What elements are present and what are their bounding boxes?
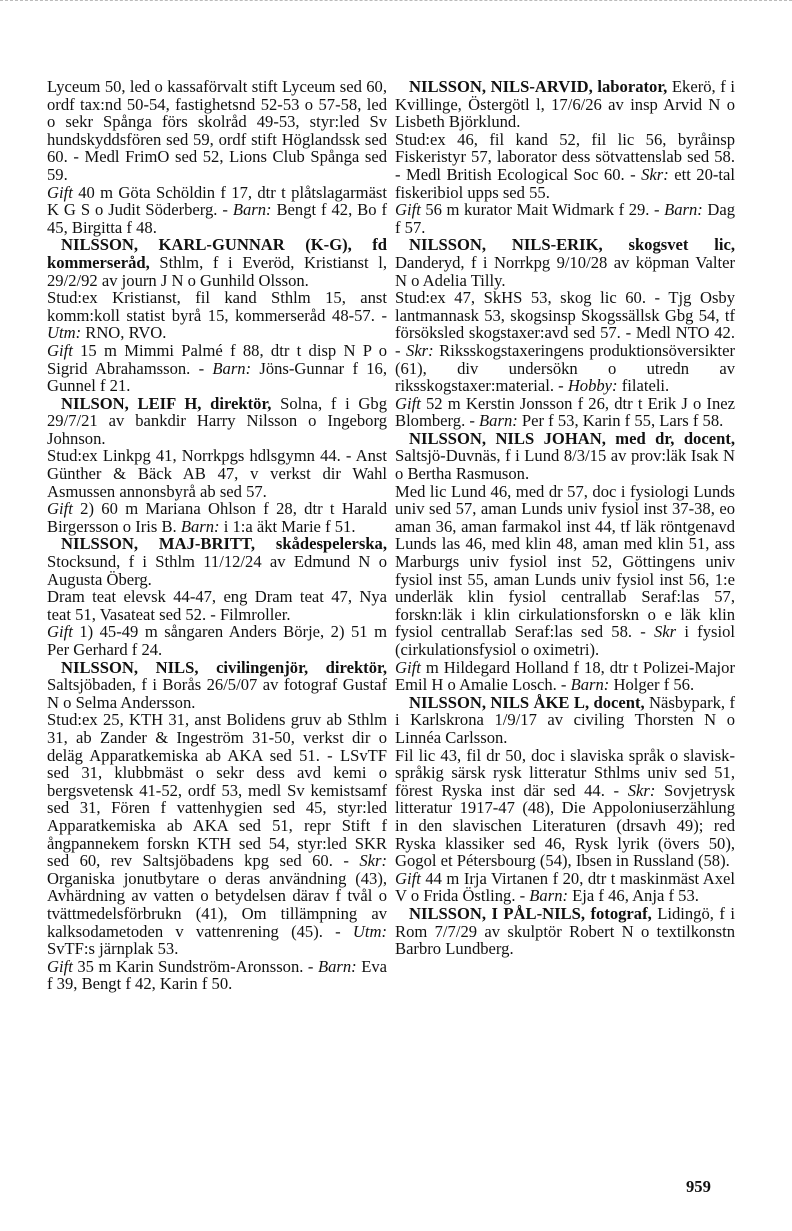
entry-text: Stud:ex Linkpg 41, Norrkpgs hdlsgymn 44. - Anst Günther & Bäck AB 47, v verkst dir Wahl Asmussen annonsbyrå ab sed 57.: [47, 446, 387, 501]
biography-entry: [395, 78, 735, 236]
entry-heading-paragraph: [47, 236, 387, 289]
entry-paragraph: [47, 623, 387, 658]
entry-text: Riksskogstaxeringens produktionsöversikter (61), div undersökn o utredn av riksskogstaxer:material. -: [395, 340, 735, 396]
entry-paragraph: [395, 289, 735, 395]
entry-text: Jöns-Gunnar f 16, Gunnel f 21.: [47, 358, 387, 396]
entry-heading-paragraph: [395, 78, 735, 131]
entry-paragraph: [395, 131, 735, 201]
entry-paragraph: [47, 289, 387, 342]
biography-entry: [47, 535, 387, 658]
entry-text: Per f 53, Karin f 55, Lars f 58.: [517, 411, 724, 431]
entry-label: Skr:: [641, 164, 669, 184]
biography-entry: [47, 236, 387, 394]
entry-label: Barn:: [664, 200, 703, 220]
entry-text: Sthlm, f i Everöd, Kristianst l, 29/2/92 av journ J N o Gunhild Olsson.: [47, 252, 387, 290]
entry-name-title: NILSSON, NILS JOHAN, med dr, docent,: [409, 428, 735, 448]
entry-text: 35 m Karin Sundström-Aronsson. -: [72, 956, 318, 976]
entry-text: Lyceum 50, led o kassaförvalt stift Lyceum sed 60, ordf tax:nd 50-54, fastighetsnd 52-53 o 57-58, led o sekr Spånga förs skolråd 49-53, styr:led Sv hundskyddsfören sed 59, ordf stift Höglandssk sed 60. - Medl FrimO sed 52, Lions Club Spånga sed 59.: [47, 77, 387, 184]
entry-heading-paragraph: [47, 395, 387, 448]
entry-text: 44 m Irja Virtanen f 20, dtr t maskinmäst Axel V o Frida Östling. -: [395, 868, 735, 906]
biography-entry: [395, 430, 735, 694]
entry-text: ett 20-tal fiskeribiol upps sed 55.: [395, 164, 735, 202]
entry-text: Dram teat elevsk 44-47, eng Dram teat 47, Nya teat 51, Vasateat sed 52. - Filmroller.: [47, 587, 387, 624]
entry-text: Saltsjöbaden, f i Borås 26/5/07 av fotograf Gustaf N o Selma Andersson.: [47, 675, 387, 712]
entry-text: Ekerö, f i Kvillinge, Östergötl l, 17/6/26 av insp Arvid N o Lisbeth Björklund.: [395, 77, 735, 132]
entry-text: Holger f 56.: [609, 675, 695, 695]
entry-text: RNO, RVO.: [81, 323, 167, 343]
biography-entry: [47, 395, 387, 536]
entry-heading-paragraph: [395, 905, 735, 958]
entry-heading-paragraph: [47, 535, 387, 588]
biography-entry: [395, 236, 735, 430]
entry-text: Organiska jonutbytare o deras användning (43), Avhärdning av vatten o betydelsen därav f tvål o tvättmedelsförbrukn (41), Om tillämpning av kalksodametoden v vattenrening (45). -: [47, 868, 387, 941]
entry-text: i 1:a äkt Marie f 51.: [219, 516, 356, 536]
entry-name-title: NILSSON, NILS ÅKE L, docent,: [409, 692, 645, 712]
entry-text: 2) 60 m Mariana Ohlson f 28, dtr t Harald Birgersson o Iris B.: [47, 499, 387, 536]
page-number: 959: [686, 1177, 711, 1196]
entry-label: Barn:: [212, 358, 252, 378]
entry-label: Gift: [395, 657, 421, 677]
entry-paragraph: [395, 395, 735, 430]
left-column: [47, 78, 387, 993]
entry-label: Utm:: [352, 921, 387, 941]
entry-text: filateli.: [617, 376, 670, 396]
entry-text: Stud:ex 46, fil kand 52, fil lic 56, byråinsp Fiskeristyr 57, laborator dess sötvattenslab sed 58. - Medl British Ecological Soc 60. -: [395, 129, 735, 184]
entry-text: Dag f 57.: [395, 200, 735, 237]
entry-paragraph: [47, 184, 387, 237]
entry-name-title: NILSSON, NILS-ERIK, skogsvet lic,: [409, 235, 735, 255]
right-column: [395, 78, 735, 958]
entry-name-title: NILSSON, I PÅL-NILS, fotograf,: [409, 903, 652, 923]
entry-text: 40 m Göta Schöldin f 17, dtr t plåtslagarmäst K G S o Judit Söderberg. -: [47, 182, 387, 220]
entry-name-title: NILSSON, KARL-GUNNAR (K-G), fd kommerseråd,: [47, 235, 387, 272]
entry-label: Hobby:: [567, 376, 618, 396]
entry-label: Skr: [654, 622, 677, 642]
entry-label: Gift: [47, 622, 73, 642]
entry-label: Skr:: [627, 780, 656, 800]
entry-text: Fil lic 43, fil dr 50, doc i slaviska språk o slavisk-språkig särsk rysk litteratur Sthlms univ sed 51, förest Ryska inst där sed 44. -: [395, 745, 735, 800]
entry-paragraph: [47, 500, 387, 535]
entry-text: m Hildegard Holland f 18, dtr t Polizei-Major Emil H o Amalie Losch. -: [395, 657, 735, 695]
entry-label: Barn:: [180, 516, 220, 536]
biography-entry-continued: [47, 78, 387, 236]
entry-paragraph: [47, 342, 387, 395]
entry-paragraph: [395, 201, 735, 236]
entry-text: 56 m kurator Mait Widmark f 29. -: [420, 200, 665, 220]
entry-label: Gift: [47, 340, 73, 360]
entry-text: Eja f 46, Anja f 53.: [568, 886, 699, 906]
entry-label: Gift: [395, 200, 421, 220]
entry-text: Med lic Lund 46, med dr 57, doc i fysiologi Lunds univ sed 57, aman Lunds univ fysiol inst 37-38, eo aman 36, aman farmakol inst 44, tf läk röntgenavd Lunds las 46, med klin 48, aman med klin 51, ass Marburgs univ fysiol inst 52, Göttingens univ fysiol inst 55, aman Lunds univ fysiol inst 56, 1:e underläk klin fysiol centrallab Seraf:las 57, forskn:läk i klin cirkulationsforskn o e läk klin fysiol centrallab Seraf:las sed 58. -: [395, 481, 735, 642]
entry-paragraph: [395, 483, 735, 659]
entry-text: Bengt f 42, Bo f 45, Birgitta f 48.: [47, 200, 387, 237]
entry-paragraph: [47, 958, 387, 993]
entry-label: Skr:: [406, 340, 434, 360]
entry-name-title: NILSSON, MAJ-BRITT, skådespelerska,: [61, 534, 387, 554]
entry-text: 1) 45-49 m sångaren Anders Börje, 2) 51 m Per Gerhard f 24.: [47, 622, 387, 659]
entry-text: Danderyd, f i Norrkpg 9/10/28 av köpman Valter N o Adelia Tilly.: [395, 252, 735, 290]
entry-text: 15 m Mimmi Palmé f 88, dtr t disp N P o Sigrid Abrahamsson. -: [47, 340, 387, 378]
entry-text: Stud:ex Kristianst, fil kand Sthlm 15, anst komm:koll statist byrå 15, kommerseråd 48-57. -: [47, 288, 387, 325]
entry-text: i fysiol (cirkulationsfysiol o oximetri).: [395, 622, 735, 659]
entry-name-title: NILSSON, NILS-ARVID, laborator,: [409, 77, 668, 96]
entry-label: Gift: [47, 499, 73, 519]
entry-text: Näsbypark, f i Karlskrona 1/9/17 av civiling Thorsten N o Linnéa Carlsson.: [395, 692, 736, 747]
entry-text: SvTF:s järnplak 53.: [47, 939, 179, 959]
entry-label: Gift: [395, 393, 421, 413]
entry-paragraph: [47, 447, 387, 500]
entry-heading-paragraph: [47, 659, 387, 712]
entry-paragraph: [47, 711, 387, 957]
entry-text: Sovjetrysk litteratur 1917-47 (48), Die Appoloniuserzählung in den slavischen Literaturen (drsavh 49); red Ryska klassiker sed 46, Rysk lyrik (övers 50), Gogol et Pétersbourg (54), Ibsen in Russland (58).: [395, 780, 735, 871]
entry-label: Gift: [395, 868, 421, 888]
entry-heading-paragraph: [395, 236, 735, 289]
entry-label: Barn:: [317, 956, 357, 976]
entry-paragraph: [395, 747, 735, 870]
page-top-edge: [0, 0, 792, 4]
entry-name-title: NILSON, LEIF H, direktör,: [61, 393, 272, 413]
entry-label: Barn:: [479, 411, 518, 431]
entry-label: Barn:: [529, 886, 569, 906]
entry-heading-paragraph: [395, 694, 735, 747]
entry-text: Saltsjö-Duvnäs, f i Lund 8/3/15 av prov:läk Isak N o Bertha Rasmuson.: [395, 446, 735, 484]
entry-text: Eva f 39, Bengt f 42, Karin f 50.: [47, 956, 388, 994]
entry-text: Solna, f i Gbg 29/7/21 av bankdir Harry Nilsson o Ingeborg Johnson.: [47, 393, 387, 448]
biography-entry: [395, 905, 735, 958]
entry-label: Utm:: [47, 323, 82, 343]
entry-paragraph: [47, 78, 387, 184]
entry-text: 52 m Kerstin Jonsson f 26, dtr t Erik J o Inez Blomberg. -: [395, 393, 735, 431]
entry-heading-paragraph: [395, 430, 735, 483]
entry-paragraph: [395, 870, 735, 905]
entry-label: Barn:: [232, 200, 272, 220]
entry-paragraph: [47, 588, 387, 623]
biography-entry: [395, 694, 735, 905]
entry-label: Gift: [47, 182, 73, 202]
entry-name-title: NILSSON, NILS, civilingenjör, direktör,: [61, 657, 387, 677]
entry-paragraph: [395, 659, 735, 694]
entry-label: Gift: [47, 956, 73, 976]
entry-text: Stud:ex 47, SkHS 53, skog lic 60. - Tjg Osby lantmannask 53, skogsinsp Skogssällsk Gbg 54, tf försöksled skogstaxer:avd sed 57. - Medl NTO 42. -: [395, 288, 735, 360]
entry-label: Skr:: [359, 851, 387, 871]
entry-text: Stocksund, f i Sthlm 11/12/24 av Edmund N o Augusta Öberg.: [47, 552, 387, 589]
entry-text: Lidingö, f i Rom 7/7/29 av skulptör Robert N o textilkonstn Barbro Lundberg.: [395, 903, 735, 959]
entry-text: Stud:ex 25, KTH 31, anst Bolidens gruv ab Sthlm 31, ab Zander & Ingeström 31-50, verkst dir o deläg Apparatkemiska ab AKA sed 51. - LSvTF sed 31, klubbmäst o sekr dess avd kemi o bergsvetensk 41-52, ordf 53, medl Sv kemistsamf sed 31, Fören f vattenhygien sed 45, styr:led Apparatkemiska ab AKA sed 51, repr Stift f ångpannekem forskn KTH sed 54, styr:led SKR sed 60, rev Saltsjöbadens kpg sed 60. -: [47, 710, 387, 871]
biography-entry: [47, 659, 387, 993]
entry-label: Barn:: [570, 675, 610, 695]
